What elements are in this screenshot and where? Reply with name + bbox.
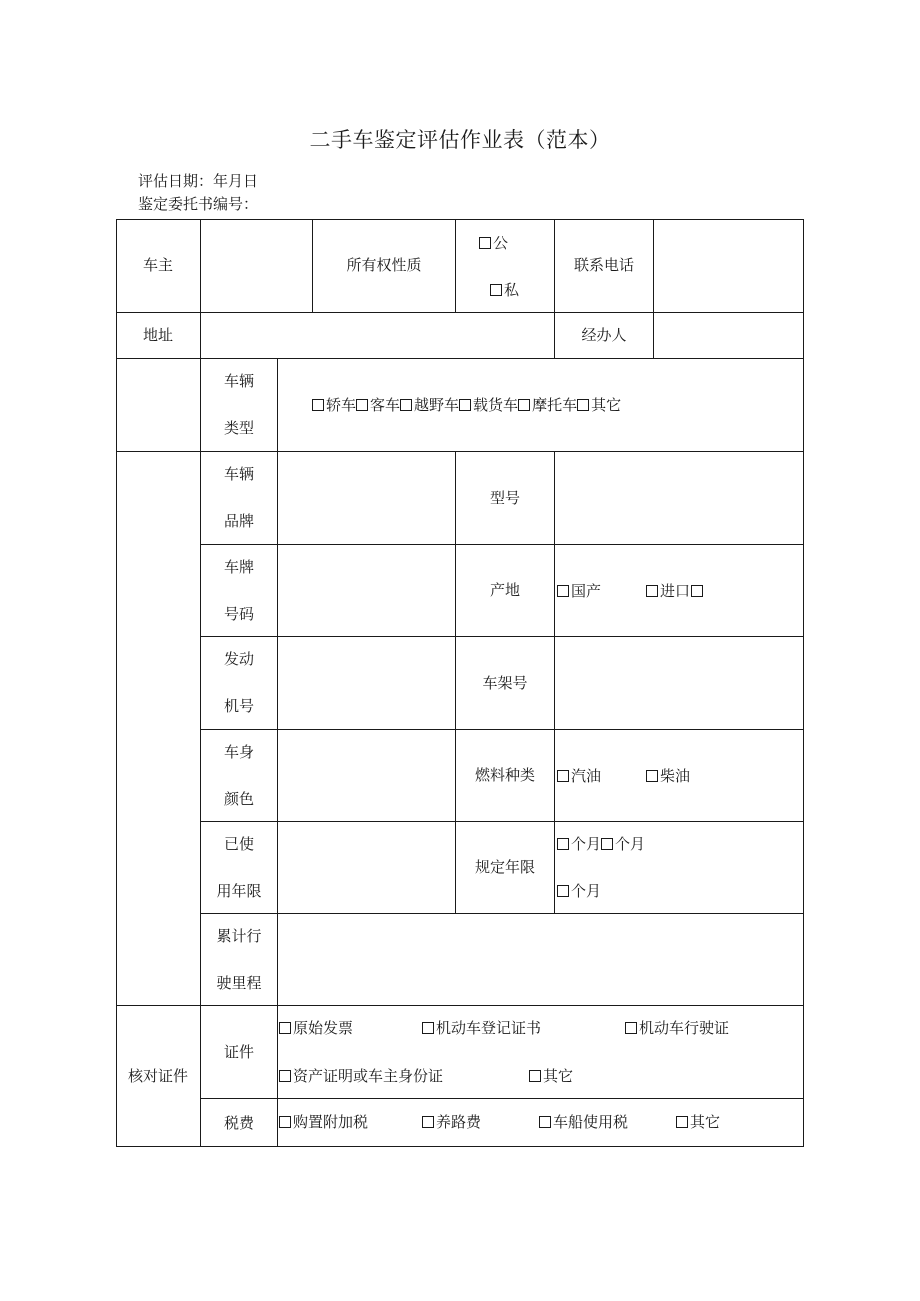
checkbox-icon: [676, 1116, 688, 1128]
engine-number-label: 发动 机号: [223, 650, 254, 715]
checkbox-icon: [529, 1070, 541, 1082]
vehicle-type-other[interactable]: 其它: [577, 396, 621, 414]
prescribed-years-options-row1: [557, 834, 645, 854]
origin-option-domestic[interactable]: 国产: [557, 581, 601, 601]
engine-number-value[interactable]: [278, 637, 455, 729]
doc-other[interactable]: 其它: [529, 1066, 573, 1086]
tax-road-maintenance-fee[interactable]: 养路费: [422, 1112, 481, 1132]
frame-number-value[interactable]: [555, 637, 804, 729]
vehicle-type-bus[interactable]: 客车: [356, 396, 400, 414]
checkbox-icon: [646, 770, 658, 782]
checkbox-icon: [518, 399, 530, 411]
fuel-option-gasoline[interactable]: 汽油: [557, 766, 601, 786]
brand-value[interactable]: [278, 452, 455, 544]
checkbox-icon: [539, 1116, 551, 1128]
tax-purchase-surcharge[interactable]: 购置附加税: [279, 1112, 368, 1132]
checkbox-icon: [422, 1116, 434, 1128]
years-used-value[interactable]: [278, 822, 455, 913]
vehicle-type-sedan[interactable]: 轿车: [312, 396, 356, 414]
checkbox-icon: [312, 399, 324, 411]
prescribed-years-label: 规定年限: [474, 858, 535, 876]
plate-label: 车牌 号码: [223, 557, 254, 623]
prescribed-years-option-2[interactable]: 个月: [601, 835, 645, 853]
appraisal-form-table: [116, 219, 804, 1147]
checkbox-icon: [691, 585, 703, 597]
page-title: 二手车鉴定评估作业表（范本）: [309, 128, 611, 152]
doc-driving-license[interactable]: 机动车行驶证: [625, 1018, 729, 1038]
owner-label: 车主: [142, 256, 173, 274]
address-label: 地址: [142, 326, 173, 344]
doc-original-invoice[interactable]: 原始发票: [279, 1018, 353, 1038]
checkbox-icon: [557, 838, 569, 850]
doc-asset-proof-or-id[interactable]: 资产证明或车主身份证: [279, 1066, 443, 1086]
mileage-value[interactable]: [278, 914, 804, 1005]
years-used-label: 已使 用年限: [216, 834, 262, 900]
owner-value[interactable]: [201, 219, 312, 312]
checkbox-icon: [601, 838, 613, 850]
documents-label: 证件: [223, 1042, 254, 1061]
model-value[interactable]: [555, 452, 804, 544]
mileage-label: 累计行 驶里程: [216, 926, 262, 992]
plate-value[interactable]: [278, 545, 455, 636]
checkbox-icon: [279, 1070, 291, 1082]
checkbox-icon: [459, 399, 471, 411]
checkbox-icon: [557, 585, 569, 597]
phone-label: 联系电话: [573, 256, 634, 274]
checkbox-icon: [577, 399, 589, 411]
origin-option-imported[interactable]: 进口: [646, 581, 705, 601]
model-label: 型号: [489, 488, 520, 507]
body-color-label: 车身 颜色: [223, 742, 254, 808]
prescribed-years-option-3[interactable]: 个月: [557, 881, 601, 901]
prescribed-years-option-1[interactable]: 个月: [557, 835, 601, 853]
checkbox-icon: [400, 399, 412, 411]
checkbox-icon: [557, 885, 569, 897]
ownership-option-private[interactable]: 私: [490, 280, 519, 300]
ownership-option-public[interactable]: 公: [479, 233, 508, 253]
tax-other[interactable]: 其它: [676, 1112, 720, 1132]
checkbox-icon: [490, 284, 502, 296]
agent-value[interactable]: [654, 313, 804, 358]
body-color-value[interactable]: [278, 730, 455, 821]
vehicle-type-suv[interactable]: 越野车: [400, 396, 459, 414]
ownership-label: 所有权性质: [346, 256, 422, 274]
fuel-option-diesel[interactable]: 柴油: [646, 766, 690, 786]
frame-number-label: 车架号: [482, 673, 528, 692]
vehicle-type-options: [312, 395, 621, 415]
taxes-label: 税费: [223, 1113, 254, 1132]
phone-value[interactable]: [654, 219, 804, 312]
checkbox-icon: [279, 1022, 291, 1034]
agent-label: 经办人: [581, 326, 627, 344]
vehicle-type-truck[interactable]: 载货车: [459, 396, 518, 414]
checkbox-icon: [646, 585, 658, 597]
checkbox-icon: [479, 237, 491, 249]
doc-registration-certificate[interactable]: 机动车登记证书: [422, 1018, 541, 1038]
checkbox-icon: [279, 1116, 291, 1128]
evaluation-date-label: 评估日期：年月日: [138, 172, 259, 190]
commission-number-label: 鉴定委托书编号：: [138, 195, 259, 213]
checkbox-icon: [625, 1022, 637, 1034]
tax-vehicle-vessel-tax[interactable]: 车船使用税: [539, 1112, 628, 1132]
address-value[interactable]: [201, 313, 554, 358]
checkbox-icon: [356, 399, 368, 411]
verification-label: 核对证件: [127, 1067, 188, 1085]
checkbox-icon: [422, 1022, 434, 1034]
checkbox-icon: [557, 770, 569, 782]
fuel-type-label: 燃料种类: [474, 766, 535, 784]
origin-label: 产地: [489, 581, 520, 599]
brand-label: 车辆 品牌: [223, 465, 254, 530]
vehicle-type-motorcycle[interactable]: 摩托车: [518, 396, 577, 414]
vehicle-type-label: 车辆 类型: [223, 372, 254, 437]
